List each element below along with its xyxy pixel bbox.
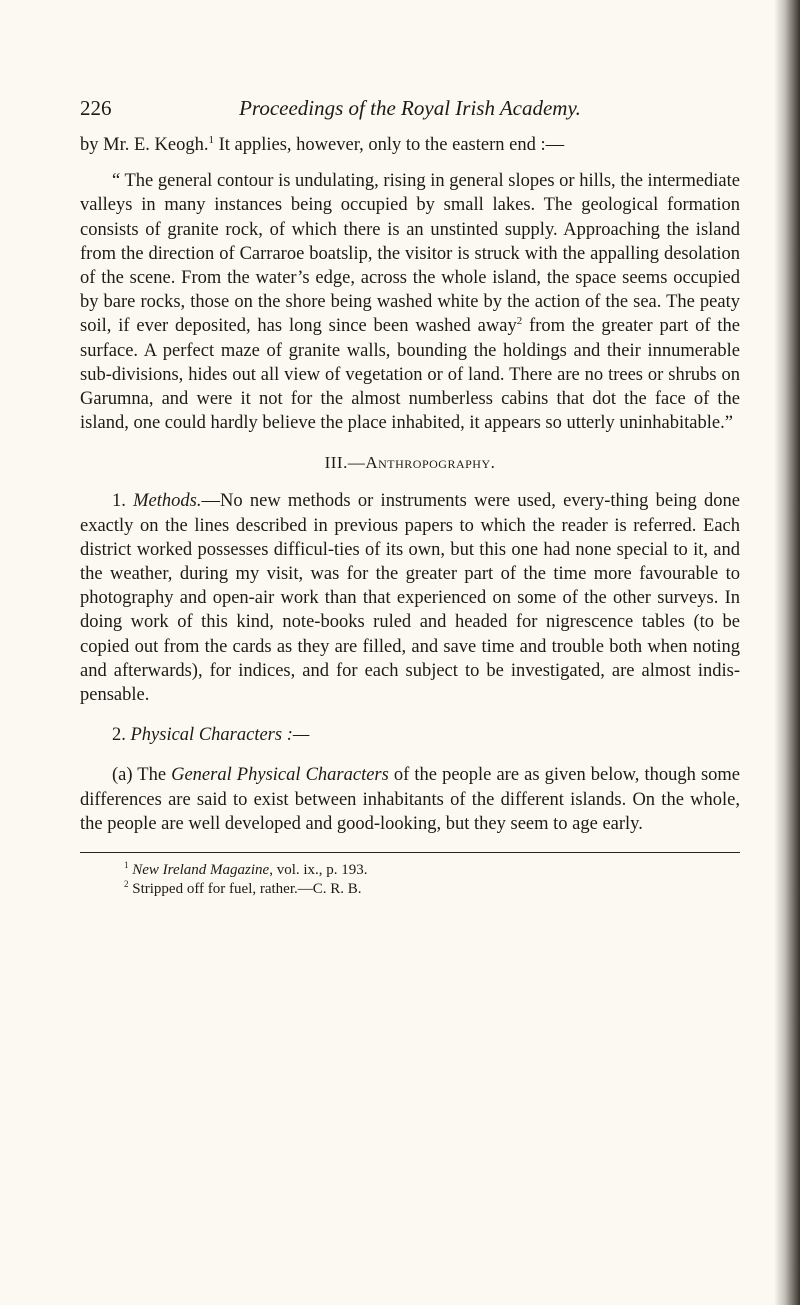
document-page bbox=[80, 96, 740, 899]
running-header bbox=[80, 96, 740, 121]
paragraph-general-characters: (a) The General Physical Characters of the people are as given below, though some differences are said to exist between inhabitants of the different islands. On the whole, the people are well developed and good-looking, but they seem to age early. bbox=[80, 765, 740, 834]
footnote-1: $^1$ New Ireland Magazine, vol. ix., p. 193. bbox=[124, 860, 368, 879]
physical-characters-heading: Physical Characters :— bbox=[130, 725, 310, 746]
quoted-description: “ The general contour is undulating, rising in general slopes or hills, the intermediate valleys in many instances being occupied by small lakes. The geological formation consists of granite rock, of which there is an unstinted supply. Approaching the island from the direction of Carraroe boatslip, the visitor is struck with the appalling desolation of the scene. From the water’s edge, across the whole island, the space seems occupied by bare rocks, those on the shore being washed white by the action of the sea. The peaty soil, if ever deposited, has long since been washed away$^2$ from the greater part of the surface. A perfect maze of granite walls, bounding the holdings and their innumerable sub-divisions, hides out all view of vegetation or of land. There are no trees or shrubs on Garumna, and were it not for the almost numberless cabins that dot the face of the island, one could hardly believe the place inhabited, it appears so utterly uninhabitable.” bbox=[80, 171, 741, 434]
paragraph-methods: 1. Methods.—No new methods or instruments were used, every-thing being done exactly on the lines described in previous papers to which the reader is referred. Each district worked possesses difficul-ties of its own, but this one had none special to it, and the weather, during my visit, was for the greater part of the time more favourable to photography and open-air work than that experienced on some of the other surveys. In doing work of this kind, note-books ruled and headed for nigrescence tables (to be copied out from the cards as they are filled, and save time and trouble both when noting and afterwards), for indices, and for each subject to be investigated, are almost indis-pensable. bbox=[80, 491, 740, 706]
footnote-2: $^2$ Stripped off for fuel, rather.—C. R. B. bbox=[124, 879, 362, 898]
paragraph-physical-characters: 2. Physical Characters :— bbox=[112, 725, 310, 746]
footnote-1-title: New Ireland Magazine bbox=[132, 862, 270, 879]
section-title: Anthropography. bbox=[365, 453, 496, 473]
section-numeral: III.— bbox=[324, 453, 366, 473]
footnote-rule bbox=[80, 852, 740, 853]
page-edge-shadow bbox=[774, 0, 800, 1305]
footnote-ref-1: 1 bbox=[208, 133, 214, 146]
page-number: 226 bbox=[80, 96, 112, 120]
methods-heading: Methods. bbox=[133, 491, 202, 512]
journal-title: Proceedings of the Royal Irish Academy. bbox=[239, 96, 581, 120]
paragraph-intro: by Mr. E. Keogh.$^1$ It applies, however, only to the eastern end :— bbox=[80, 133, 565, 155]
footnote-ref-2: 2 bbox=[516, 315, 523, 328]
general-characters-heading: General Physical Characters bbox=[171, 765, 389, 786]
section-heading bbox=[80, 453, 740, 473]
